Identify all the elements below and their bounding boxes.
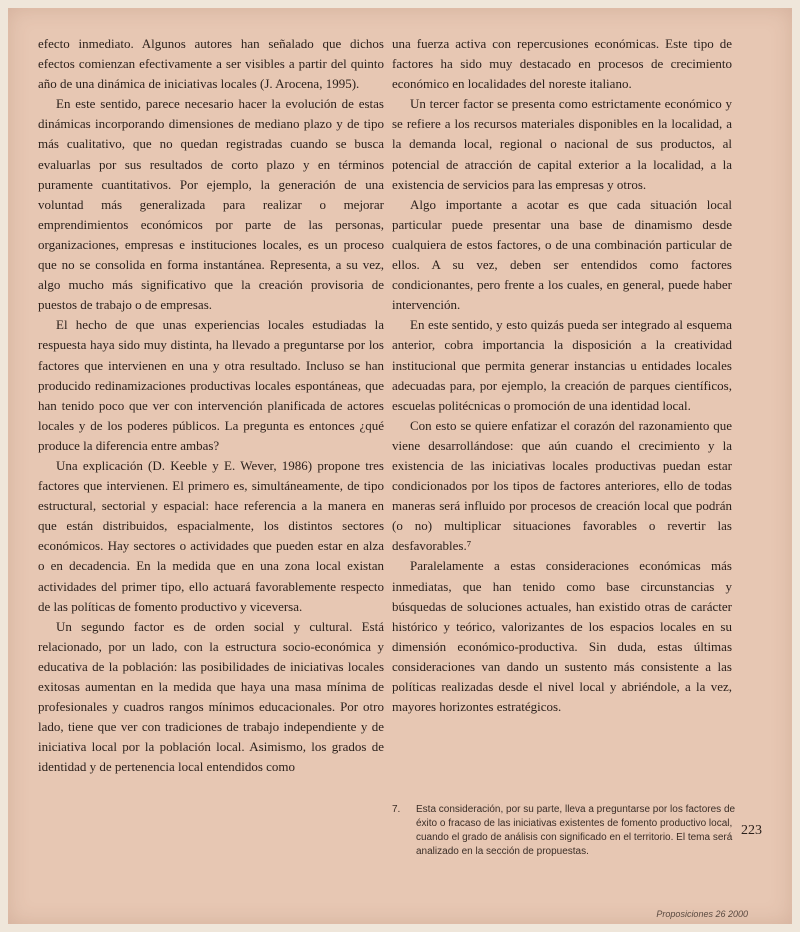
right-text-column	[392, 34, 732, 717]
paragraph: El hecho de que unas experiencias locales estudiadas la respuesta haya sido muy distinta, ha llevado a preguntarse por los factores que intervienen en una y otra resultado. Incluso se han producido redinamizaciones productivas locales espontáneas, que han tenido poco que ver con intervención planificada de actores locales y de los poderes públicos. La pregunta es entonces ¿qué produce la diferencia entre ambas?	[38, 317, 384, 453]
paragraph: Paralelamente a estas consideraciones económicas más inmediatas, que han tenido como base circunstancias y búsquedas de soluciones actuales, han existido otras de carácter histórico y teórico, valorizantes de los espacios locales en su dimensión económico-productiva. Sin duda, estas últimas consideraciones van dando un sustento más consistente a las políticas realizadas desde el nivel local y abriéndole, a la vez, mayores horizontes estratégicos.	[392, 558, 732, 715]
paragraph: En este sentido, y esto quizás pueda ser integrado al esquema anterior, cobra importancia la disposición a la creatividad institucional que permita generar instancias u entidades locales adecuadas para, por ejemplo, la creación de parques científicos, escuelas politécnicas o promoción de una identidad local.	[392, 317, 732, 413]
paragraph: una fuerza activa con repercusiones económicas. Este tipo de factores ha sido muy destacado en procesos de crecimiento económico en localidades del noreste italiano.	[392, 36, 732, 92]
paragraph: Un segundo factor es de orden social y cultural. Está relacionado, por un lado, con la estructura socio-económica y educativa de la población: las posibilidades de iniciativas locales exitosas aumentan en la medida que haya una masa mínima de profesionales y cuadros rangos mínimos educacionales. Por otro lado, tiene que ver con tradiciones de trabajo independiente y de iniciativa local por la población local. Asimismo, los grados de identidad y de pertenencia local entendidos como	[38, 618, 384, 775]
paragraph: Un tercer factor se presenta como estrictamente económico y se refiere a los recursos materiales disponibles en la localidad, a la demanda local, regional o nacional de sus productos, al potencial de atracción de capital exterior a la localidad, a la existencia de servicios para las empresas y otros.	[392, 96, 732, 192]
paragraph: Algo importante a acotar es que cada situación local particular puede presentar una base de dinamismo desde cualquiera de estos factores, o de una combinación particular de ellos. A su vez, deben ser entendidos como factores condicionantes, pero frente a los cuales, en general, puede haber intervención.	[392, 196, 732, 313]
footnote-number: 7.	[392, 804, 401, 815]
paragraph: En este sentido, parece necesario hacer la evolución de estas dinámicas incorporando dimensiones de mediano plazo y de tipo más cualitativo, que no quedan registradas cuando se busca evaluarlas por sus resultados de corto plazo y en términos puramente cuantitativos. Por ejemplo, la generación de una voluntad más generalizada para realizar o mejorar emprendimientos económicos por parte de las personas, organizaciones, empresas e instituciones locales, es un proceso que no se consolida en forma instantánea. Representa, a su vez, algo mucho más significativo que la creación provisoria de puestos de trabajo o de empresas.	[38, 96, 384, 313]
paragraph: Con esto se quiere enfatizar el corazón del razonamiento que viene desarrollándose: que aún cuando el crecimiento y la existencia de las iniciativas locales productivas puedan estar condicionados por los tipos de factores anteriores, ello de todas maneras será influido por procesos de creación local que podrán (o no) multiplicar situaciones favorables o revertir las desfavorables.⁷	[392, 417, 732, 554]
running-footer: Proposiciones 26 2000	[656, 909, 748, 919]
page-number: 223	[741, 823, 762, 838]
footnote-text: Esta consideración, por su parte, lleva a preguntarse por los factores de éxito o fracaso de las iniciativas existentes de fomento productivo local, cuando el grado de análisis con significado en el territorio. El tema será analizado en la sección de propuestas.	[416, 804, 736, 857]
book-page	[8, 8, 792, 924]
footnote	[392, 803, 736, 859]
paragraph: efecto inmediato. Algunos autores han señalado que dichos efectos comienzan efectivamente a ser visibles a partir del quinto año de una dinámica de iniciativas locales (J. Arocena, 1995).	[38, 36, 384, 92]
left-text-column	[38, 34, 384, 777]
paragraph: Una explicación (D. Keeble y E. Wever, 1986) propone tres factores que intervienen. El primero es, simultáneamente, de tipo estructural, sectorial y espacial: hace referencia a la manera en que están distribuidos, espacialmente, los distintos sectores económicos. Hay sectores o actividades que pueden estar en alza o en decadencia. En la medida que en una zona local existan actividades del primer tipo, ello actuará favorablemente respecto de las políticas de fomento productivo y viceversa.	[38, 457, 384, 614]
